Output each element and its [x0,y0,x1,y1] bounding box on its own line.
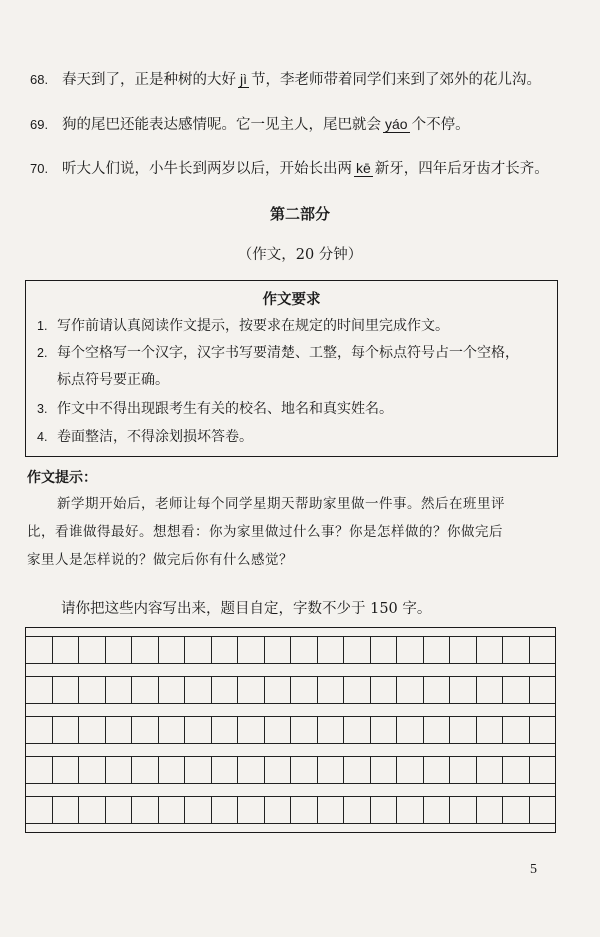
grid-cell[interactable] [530,797,556,823]
grid-row [26,676,555,704]
grid-cell[interactable] [265,717,292,743]
grid-cell[interactable] [79,797,106,823]
grid-cell[interactable] [79,757,106,783]
grid-cell[interactable] [530,757,556,783]
requirement-line [37,370,169,390]
grid-cell[interactable] [397,637,424,663]
grid-cell[interactable] [159,637,186,663]
grid-row [26,756,555,784]
section-title: 第二部分 [269,205,330,223]
grid-cell[interactable] [503,797,530,823]
requirement-line [37,343,519,363]
grid-cell[interactable] [371,797,398,823]
grid-cell[interactable] [132,637,159,663]
grid-cell[interactable] [424,677,451,703]
grid-cell[interactable] [503,717,530,743]
grid-cell[interactable] [132,717,159,743]
grid-cell[interactable] [450,677,477,703]
grid-cell[interactable] [371,717,398,743]
question-68 [30,70,575,90]
grid-cell[interactable] [238,717,265,743]
grid-cell[interactable] [106,757,133,783]
grid-cell[interactable] [318,717,345,743]
grid-cell[interactable] [477,717,504,743]
question-number: 70. [30,161,49,176]
grid-cell[interactable] [318,637,345,663]
grid-cell[interactable] [371,637,398,663]
grid-cell[interactable] [238,797,265,823]
grid-cell[interactable] [26,637,53,663]
grid-cell[interactable] [450,637,477,663]
grid-cell[interactable] [26,757,53,783]
requirement-text: 写作前请认真阅读作文提示，按要求在规定的时间里完成作文。 [57,318,449,334]
grid-cell[interactable] [530,677,556,703]
grid-cell[interactable] [212,637,239,663]
grid-cell[interactable] [477,677,504,703]
grid-cell[interactable] [185,757,212,783]
requirement-line [37,427,253,447]
grid-cell[interactable] [185,637,212,663]
grid-cell[interactable] [477,637,504,663]
grid-cell[interactable] [132,757,159,783]
grid-cell[interactable] [159,757,186,783]
grid-cell[interactable] [26,717,53,743]
grid-cell[interactable] [450,757,477,783]
grid-row [26,716,555,744]
requirements-box [25,280,558,457]
grid-cell[interactable] [265,677,292,703]
requirement-line [37,399,393,419]
question-number: 68. [30,72,49,87]
hint-label: 作文提示： [27,470,97,486]
grid-cell[interactable] [79,717,106,743]
grid-cell[interactable] [106,797,133,823]
grid-cell[interactable] [185,677,212,703]
grid-cell[interactable] [106,717,133,743]
grid-cell[interactable] [344,757,371,783]
question-text-after: 新牙，四年后牙齿才长齐。 [374,161,549,177]
grid-cell[interactable] [318,677,345,703]
question-text-before: 听大人们说，小牛长到两岁以后，开始长出两 [62,161,352,177]
grid-cell[interactable] [291,797,318,823]
grid-cell[interactable] [503,677,530,703]
question-number: 69. [30,117,49,132]
grid-cell[interactable] [53,637,80,663]
grid-cell[interactable] [291,717,318,743]
writing-instruction: 请你把这些内容写出来，题目自定，字数不少于 150 字。 [61,601,432,617]
requirement-line [37,316,449,336]
question-text-before: 春天到了，正是种树的大好 [62,72,236,88]
requirement-number: 3. [37,402,48,416]
grid-cell[interactable] [132,797,159,823]
grid-cell[interactable] [397,797,424,823]
grid-cell[interactable] [530,637,556,663]
grid-cell[interactable] [424,717,451,743]
requirement-number: 2. [37,346,48,360]
requirements-title: 作文要求 [262,291,321,308]
grid-cell[interactable] [265,797,292,823]
grid-cell[interactable] [132,677,159,703]
grid-cell[interactable] [397,757,424,783]
grid-cell[interactable] [79,637,106,663]
grid-cell[interactable] [238,637,265,663]
grid-cell[interactable] [318,757,345,783]
grid-cell[interactable] [344,717,371,743]
grid-cell[interactable] [212,757,239,783]
question-text-after: 个不停。 [411,117,470,133]
grid-cell[interactable] [212,717,239,743]
grid-cell[interactable] [265,757,292,783]
page-number: 5 [530,862,537,877]
requirement-text: 每个空格写一个汉字，汉字书写要清楚、工整，每个标点符号占一个空格， [57,345,519,361]
requirement-text: 卷面整洁，不得涂划损坏答卷。 [57,429,253,445]
grid-cell[interactable] [397,717,424,743]
grid-cell[interactable] [503,757,530,783]
question-text-before: 狗的尾巴还能表达感情呢。它一见主人，尾巴就会 [62,117,381,133]
section-subtitle: （作文，20 分钟） [237,247,363,263]
question-69 [30,115,575,135]
grid-cell[interactable] [397,677,424,703]
grid-cell[interactable] [212,677,239,703]
requirement-text: 标点符号要正确。 [57,372,169,388]
grid-cell[interactable] [53,717,80,743]
grid-cell[interactable] [371,757,398,783]
hint-line: 新学期开始后，老师让每个同学星期天帮助家里做一件事。然后在班里评 [57,496,505,512]
grid-cell[interactable] [291,757,318,783]
grid-cell[interactable] [185,717,212,743]
grid-cell[interactable] [291,637,318,663]
grid-cell[interactable] [159,677,186,703]
grid-cell[interactable] [26,677,53,703]
pinyin-blank: jì [240,71,247,87]
grid-cell[interactable] [53,677,80,703]
question-text-after: 节，李老师带着同学们来到了郊外的花儿沟。 [251,72,541,88]
requirement-number: 4. [37,430,48,444]
grid-cell[interactable] [265,637,292,663]
grid-cell[interactable] [291,677,318,703]
pinyin-blank: yáo [385,116,408,132]
grid-cell[interactable] [106,637,133,663]
question-70 [30,159,575,179]
grid-cell[interactable] [238,677,265,703]
grid-cell[interactable] [159,717,186,743]
grid-cell[interactable] [371,677,398,703]
grid-cell[interactable] [344,677,371,703]
grid-cell[interactable] [344,797,371,823]
grid-row [26,796,555,824]
grid-cell[interactable] [159,797,186,823]
grid-cell[interactable] [424,637,451,663]
writing-grid[interactable] [25,627,556,833]
grid-cell[interactable] [344,637,371,663]
grid-cell[interactable] [450,717,477,743]
requirement-text: 作文中不得出现跟考生有关的校名、地名和真实姓名。 [57,401,393,417]
hint-line: 比，看谁做得最好。想想看：你为家里做过什么事？你是怎样做的？你做完后 [27,524,503,540]
grid-cell[interactable] [79,677,106,703]
requirement-number: 1. [37,319,48,333]
grid-cell[interactable] [424,797,451,823]
grid-cell[interactable] [424,757,451,783]
grid-cell[interactable] [53,797,80,823]
grid-cell[interactable] [477,757,504,783]
grid-cell[interactable] [318,797,345,823]
grid-cell[interactable] [477,797,504,823]
grid-cell[interactable] [212,797,239,823]
grid-cell[interactable] [530,717,556,743]
pinyin-blank: kē [356,160,371,176]
grid-cell[interactable] [238,757,265,783]
grid-cell[interactable] [106,677,133,703]
grid-cell[interactable] [53,757,80,783]
hint-line: 家里人是怎样说的？做完后你有什么感觉？ [27,552,293,568]
grid-cell[interactable] [26,797,53,823]
grid-cell[interactable] [185,797,212,823]
grid-cell[interactable] [450,797,477,823]
grid-row [26,636,555,664]
grid-cell[interactable] [503,637,530,663]
